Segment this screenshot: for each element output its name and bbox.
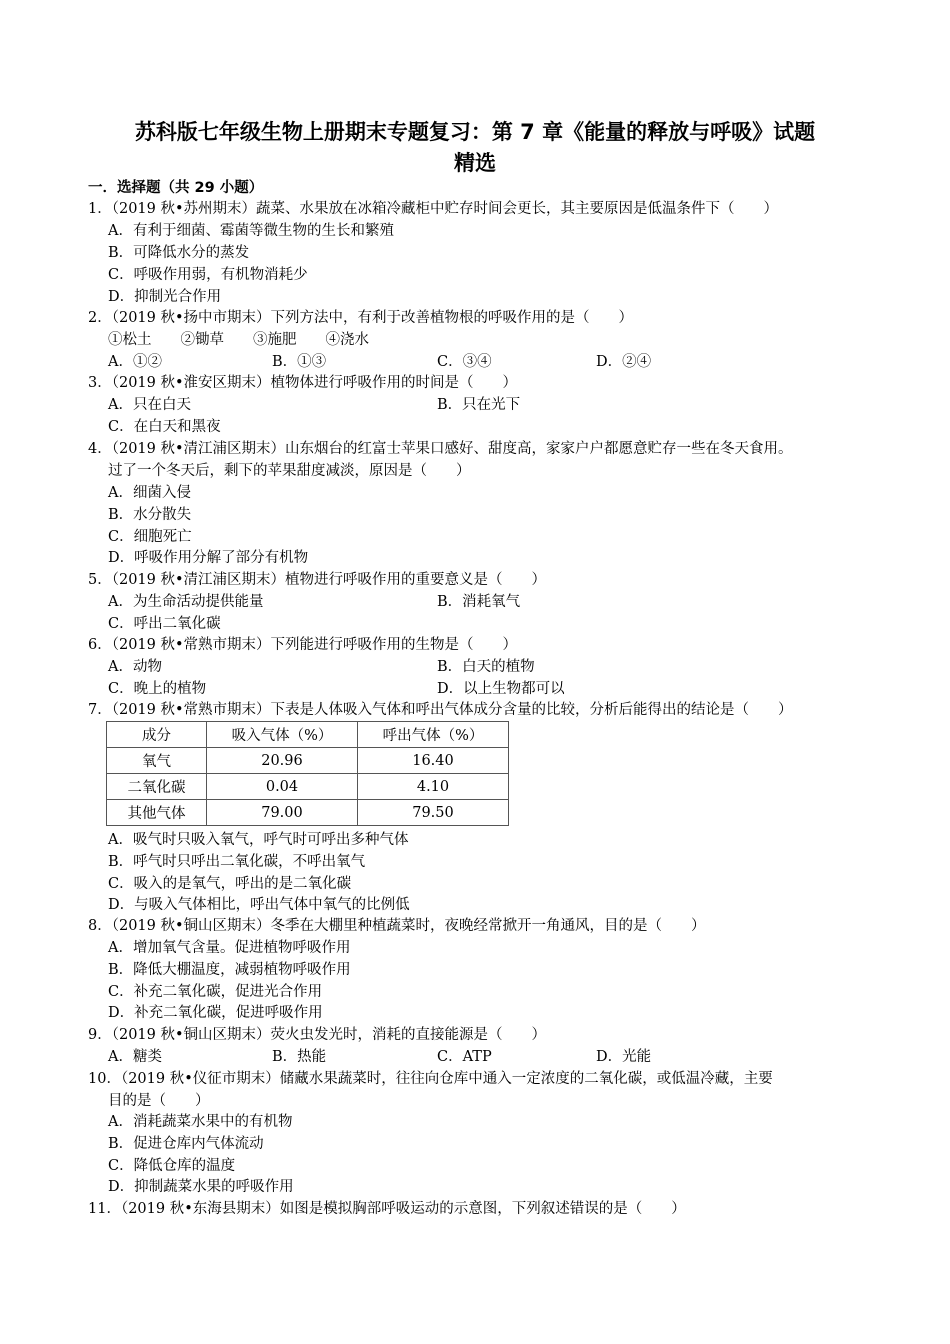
table-cell: 二氧化碳 (107, 774, 207, 800)
q2-option-b: B．①③ (272, 354, 327, 370)
q9-option-d: D．光能 (596, 1049, 652, 1065)
q5-option-a: A．为生命活动提供能量 (108, 594, 264, 610)
section-heading: 一．选择题（共 29 小题） (88, 180, 264, 196)
q10-option-c: C．降低仓库的温度 (108, 1158, 236, 1174)
table-row (107, 774, 509, 800)
question-11-stem: 11．（2019 秋•东海县期末）如图是模拟胸部呼吸运动的示意图，下列叙述错误的是（ ） (88, 1201, 686, 1217)
q9-option-a: A．糖类 (108, 1049, 162, 1065)
question-4-stem: 4．（2019 秋•清江浦区期末）山东烟台的红富士苹果口感好、甜度高，家家户户都愿意贮存一些在冬天食用。 (88, 441, 793, 457)
table-cell: 氧气 (107, 748, 207, 774)
question-5-stem: 5．（2019 秋•清江浦区期末）植物进行呼吸作用的重要意义是（ ） (88, 572, 547, 588)
question-10-stem: 10．（2019 秋•仪征市期末）储藏水果蔬菜时，往往向仓库中通入一定浓度的二氧化碳，或低温冷藏，主要 (88, 1071, 773, 1087)
q10-option-b: B．促进仓库内气体流动 (108, 1136, 264, 1152)
q6-option-b: B．白天的植物 (437, 659, 535, 675)
table-header-cell: 成分 (107, 722, 207, 748)
q1-option-b: B．可降低水分的蒸发 (108, 245, 250, 261)
q4-option-d: D．呼吸作用分解了部分有机物 (108, 550, 309, 566)
q7-option-c: C．吸入的是氧气，呼出的是二氧化碳 (108, 876, 352, 892)
q4-option-c: C．细胞死亡 (108, 529, 192, 545)
table-cell: 16.40 (358, 748, 509, 774)
q2-items: ①松土 ②锄草 ③施肥 ④浇水 (108, 332, 369, 348)
table-row (107, 800, 509, 826)
question-8-stem: 8．（2019 秋•铜山区期末）冬季在大棚里种植蔬菜时，夜晚经常掀开一角通风，目的是（ ） (88, 918, 706, 934)
q3-option-a: A．只在白天 (108, 397, 191, 413)
table-cell: 0.04 (207, 774, 358, 800)
document-title: 苏科版七年级生物上册期末专题复习：第 7 章《能量的释放与呼吸》试题 (134, 120, 816, 144)
question-3-stem: 3．（2019 秋•淮安区期末）植物体进行呼吸作用的时间是（ ） (88, 375, 518, 391)
q6-option-c: C．晚上的植物 (108, 681, 207, 697)
question-2-stem: 2．（2019 秋•扬中市期末）下列方法中，有利于改善植物根的呼吸作用的是（ ） (88, 310, 634, 326)
table-cell: 79.50 (358, 800, 509, 826)
q10-option-d: D．抑制蔬菜水果的呼吸作用 (108, 1179, 294, 1195)
q7-option-b: B．呼气时只呼出二氧化碳，不呼出氧气 (108, 854, 366, 870)
q4-option-b: B．水分散失 (108, 507, 192, 523)
q3-option-b: B．只在光下 (437, 397, 521, 413)
table-cell: 4.10 (358, 774, 509, 800)
q1-option-c: C．呼吸作用弱，有机物消耗少 (108, 267, 308, 283)
q2-option-c: C．③④ (437, 354, 492, 370)
q2-option-a: A．①② (108, 354, 162, 370)
q8-option-d: D．补充二氧化碳，促进呼吸作用 (108, 1005, 323, 1021)
table-header-row (107, 722, 509, 748)
table-cell: 20.96 (207, 748, 358, 774)
question-7-stem: 7．（2019 秋•常熟市期末）下表是人体吸入气体和呼出气体成分含量的比较，分析后能得出的结论是（ ） (88, 702, 793, 718)
q7-option-d: D．与吸入气体相比，呼出气体中氧气的比例低 (108, 897, 410, 913)
document-title-continued: 精选 (454, 151, 496, 175)
question-4-stem-continued: 过了一个冬天后，剩下的苹果甜度减淡，原因是（ ） (108, 463, 471, 479)
table-header-cell: 吸入气体（%） (207, 722, 358, 748)
q8-option-b: B．降低大棚温度，减弱植物呼吸作用 (108, 962, 351, 978)
q4-option-a: A．细菌入侵 (108, 485, 191, 501)
q8-option-a: A．增加氧气含量。促进植物呼吸作用 (108, 940, 351, 956)
question-6-stem: 6．（2019 秋•常熟市期末）下列能进行呼吸作用的生物是（ ） (88, 637, 518, 653)
q1-option-a: A．有利于细菌、霉菌等微生物的生长和繁殖 (108, 223, 394, 239)
table-cell: 其他气体 (107, 800, 207, 826)
q9-option-b: B．热能 (272, 1049, 327, 1065)
question-10-stem-continued: 目的是（ ） (108, 1093, 210, 1109)
gas-composition-table (106, 721, 509, 826)
q1-option-d: D．抑制光合作用 (108, 289, 222, 305)
q3-option-c: C．在白天和黑夜 (108, 419, 221, 435)
q2-option-d: D．②④ (596, 354, 652, 370)
q5-option-c: C．呼出二氧化碳 (108, 616, 221, 632)
q10-option-a: A．消耗蔬菜水果中的有机物 (108, 1114, 293, 1130)
q9-option-c: C．ATP (437, 1049, 492, 1065)
q6-option-d: D．以上生物都可以 (437, 681, 565, 697)
table-cell: 79.00 (207, 800, 358, 826)
question-9-stem: 9．（2019 秋•铜山区期末）荧火虫发光时，消耗的直接能源是（ ） (88, 1027, 547, 1043)
q5-option-b: B．消耗氧气 (437, 594, 521, 610)
q7-option-a: A．吸气时只吸入氧气，呼气时可呼出多种气体 (108, 832, 409, 848)
table-header-cell: 呼出气体（%） (358, 722, 509, 748)
question-1-stem: 1．（2019 秋•苏州期末）蔬菜、水果放在冰箱冷藏柜中贮存时间会更长，其主要原因是低温条件下（ ） (88, 201, 779, 217)
table-row (107, 748, 509, 774)
q6-option-a: A．动物 (108, 659, 162, 675)
q8-option-c: C．补充二氧化碳，促进光合作用 (108, 984, 323, 1000)
